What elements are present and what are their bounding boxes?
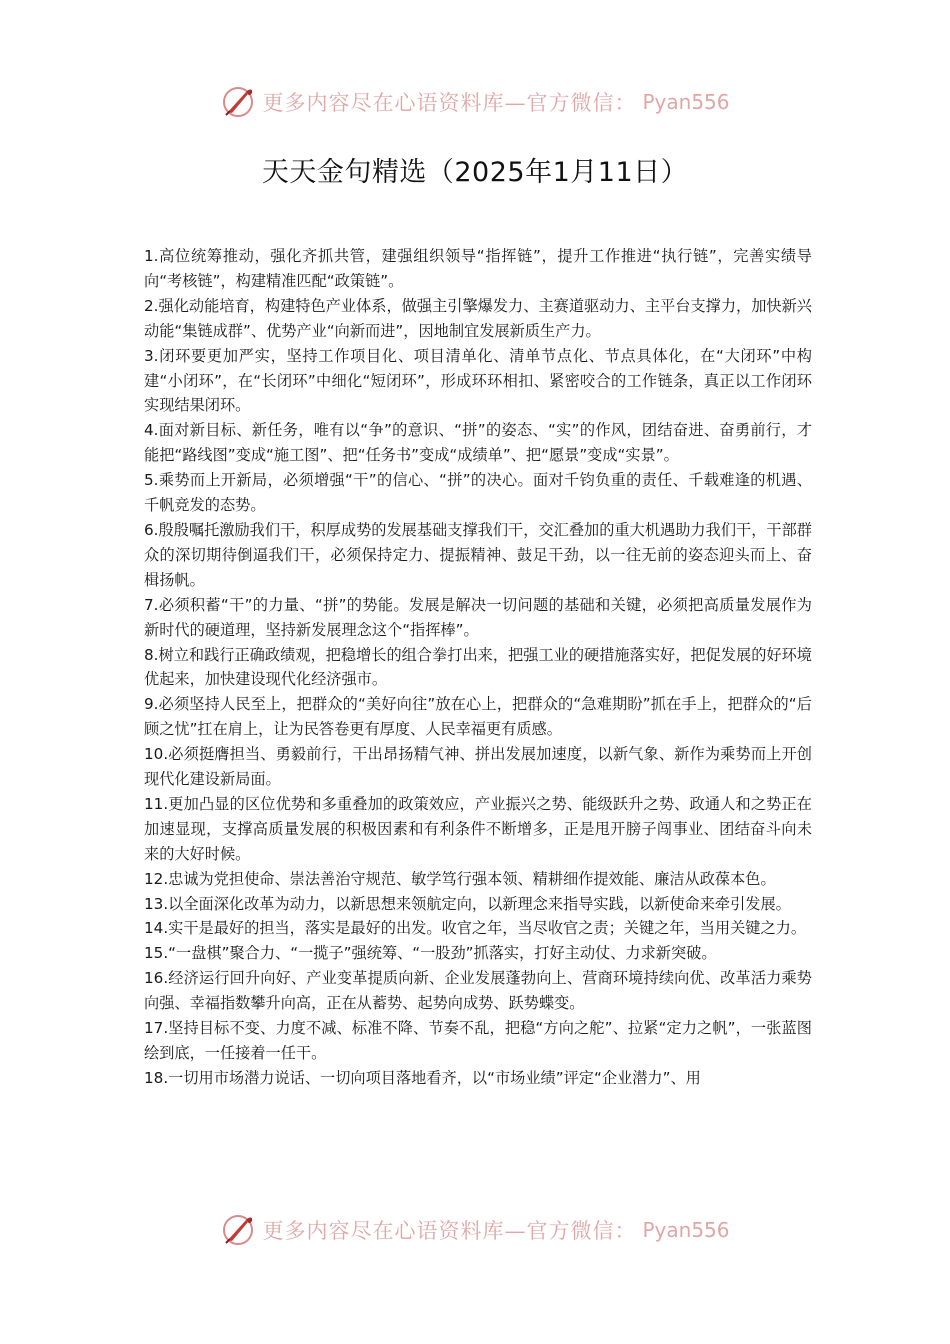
quote-item: 2.强化动能培育，构建特色产业体系，做强主引擎爆发力、主赛道驱动力、主平台支撑力，加快新兴动能“集链成群”、优势产业“向新而进”，因地制宜发展新质生产力。 (144, 296, 812, 340)
quote-item: 10.必须挺膺担当、勇毅前行，干出昂扬精气神、拼出发展加速度，以新气象、新作为乘势而上开创现代化建设新局面。 (144, 745, 812, 789)
quote-item: 4.面对新目标、新任务，唯有以“争”的意识、“拼”的姿态、“实”的作风，团结奋进、奋勇前行，才能把“路线图”变成“施工图”、把“任务书”变成“成绩单”、把“愿景”变成“实景”。 (144, 421, 812, 465)
watermark-text: 更多内容尽在心语资料库—官方微信： (262, 91, 637, 115)
watermark-handle: Pyan556 (642, 1218, 730, 1242)
quote-item: 9.必须坚持人民至上，把群众的“美好向往”放在心上，把群众的“急难期盼”抓在手上，把群众的“后顾之忧”扛在肩上，让为民答卷更有厚度、人民幸福更有质感。 (144, 695, 812, 739)
quote-item: 1.高位统筹推动，强化齐抓共管，建强组织领导“指挥链”，提升工作推进“执行链”，完善实绩导向“考核链”，构建精准匹配“政策链”。 (144, 247, 812, 290)
quill-pen-logo-icon (220, 84, 256, 120)
quote-item: 16.经济运行回升向好、产业变革提质向新、企业发展蓬勃向上、营商环境持续向优、改革活力乘势向强、幸福指数攀升向高，正在从蓄势、起势向成势、跃势蝶变。 (144, 969, 812, 1013)
quote-item: 8.树立和践行正确政绩观，把稳增长的组合拳打出来，把强工业的硬措施落实好，把促发展的好环境优起来，加快建设现代化经济强市。 (144, 645, 812, 689)
quote-item: 6.殷殷嘱托激励我们干，积厚成势的发展基础支撑我们干，交汇叠加的重大机遇助力我们干，干部群众的深切期待倒逼我们干，必须保持定力、提振精神、鼓足干劲，以一往无前的姿态迎头而上、奋楫扬帆。 (144, 520, 812, 589)
quote-item: 13.以全面深化改革为动力，以新思想来领航定向，以新理念来指导实践，以新使命来牵引发展。 (144, 894, 791, 913)
quote-item: 18.一切用市场潜力说话、一切向项目落地看齐，以“市场业绩”评定“企业潜力”、用 (144, 1068, 701, 1087)
header-watermark (0, 84, 950, 120)
quote-item: 17.坚持目标不变、力度不减、标准不降、节奏不乱，把稳“方向之舵”、拉紧“定力之帆”，一张蓝图绘到底，一任接着一任干。 (144, 1019, 812, 1062)
quill-pen-logo-icon (220, 1212, 256, 1248)
quote-item: 14.实干是最好的担当，落实是最好的出发。收官之年，当尽收官之责；关键之年，当用关键之力。 (144, 919, 807, 938)
quote-item: 15.“一盘棋”聚合力、“一揽子”强统筹、“一股劲”抓落实，打好主动仗、力求新突破。 (144, 944, 717, 963)
quote-item: 7.必须积蓄“干”的力量、“拼”的势能。发展是解决一切问题的基础和关键，必须把高质量发展作为新时代的硬道理，坚持新发展理念这个“指挥棒”。 (144, 595, 812, 639)
watermark-text: 更多内容尽在心语资料库—官方微信： (262, 1219, 637, 1243)
quote-item: 3.闭环要更加严实，坚持工作项目化、项目清单化、清单节点化、节点具体化，在“大闭环”中构建“小闭环”，在“长闭环”中细化“短闭环”，形成环环相扣、紧密咬合的工作链条，真正以工作闭环实现结果闭环。 (144, 346, 812, 415)
quote-item: 12.忠诚为党担使命、崇法善治守规范、敏学笃行强本领、精耕细作提效能、廉洁从政葆本色。 (144, 869, 776, 888)
quote-list (144, 244, 812, 1192)
quote-item: 5.乘势而上开新局，必须增强“干”的信心、“拼”的决心。面对千钧负重的责任、千载难逢的机遇、千帆竞发的态势。 (144, 471, 812, 515)
watermark-handle: Pyan556 (642, 90, 730, 114)
page-title: 天天金句精选（2025年1月11日） (261, 157, 689, 188)
quote-item: 11.更加凸显的区位优势和多重叠加的政策效应，产业振兴之势、能级跃升之势、政通人和之势正在加速显现，支撑高质量发展的积极因素和有利条件不断增多，正是甩开膀子闯事业、团结奋斗向未来的大好时候。 (144, 794, 812, 863)
footer-watermark (0, 1212, 950, 1248)
